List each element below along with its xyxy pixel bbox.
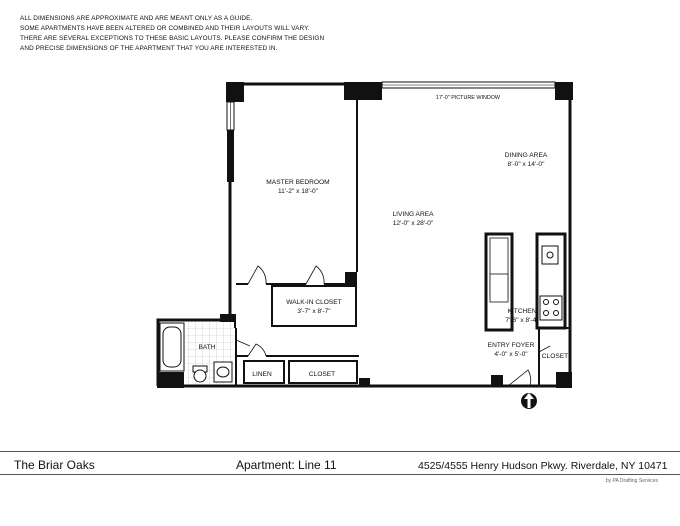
kitchen-dimensions: 7'-6" x 8'-4" (505, 317, 539, 324)
apartment-line: Apartment: Line 11 (236, 458, 337, 472)
dining-area-name: DINING AREA (504, 152, 548, 159)
disclaimer-line: THERE ARE SEVERAL EXCEPTIONS TO THESE BASIC LAYOUTS. PLEASE CONFIRM THE DESIGN (20, 35, 325, 42)
master-bedroom-name: MASTER BEDROOM (266, 179, 330, 186)
kitchen-fixtures (486, 234, 565, 330)
footer-rule-top (0, 451, 680, 452)
living-area-dimensions: 12'-0" x 28'-0" (392, 220, 434, 227)
foyer-closet-label: CLOSET (541, 353, 569, 360)
entry-foyer-dimensions: 4'-0" x 5'-0" (494, 351, 528, 358)
bedroom-window (227, 102, 234, 130)
kitchen-name: KITCHEN (507, 308, 537, 315)
footer-rule-bottom (0, 474, 680, 475)
walk-in-closet-name: WALK-IN CLOSET (286, 299, 342, 306)
hall-closet-label: CLOSET (308, 371, 336, 378)
entry-arrow-icon (521, 393, 537, 409)
bath-label: BATH (198, 344, 216, 351)
linen-label: LINEN (252, 371, 272, 378)
living-area-name: LIVING AREA (392, 211, 434, 218)
disclaimer-line: AND PRECISE DIMENSIONS OF THE APARTMENT THAT YOU ARE INTERESTED IN. (20, 45, 278, 52)
disclaimer-line: ALL DIMENSIONS ARE APPROXIMATE AND ARE MEANT ONLY AS A GUIDE. (20, 15, 253, 22)
disclaimer-line: SOME APARTMENTS HAVE BEEN ALTERED OR COMBINED AND THEIR LAYOUTS WILL VARY. (20, 25, 310, 32)
entry-foyer-name: ENTRY FOYER (487, 342, 535, 349)
drafting-credit: by PA Drafting Services (605, 478, 658, 484)
master-bedroom-dimensions: 11'-2" x 18'-0" (277, 188, 319, 195)
building-address: 4525/4555 Henry Hudson Pkwy. Riverdale, NY 10471 (418, 460, 668, 472)
building-name: The Briar Oaks (14, 458, 95, 472)
picture-window-label: 17'-0" PICTURE WINDOW (435, 95, 501, 101)
dining-area-dimensions: 8'-0" x 14'-0" (507, 161, 545, 168)
walk-in-closet-dimensions: 3'-7" x 8'-7" (297, 308, 331, 315)
